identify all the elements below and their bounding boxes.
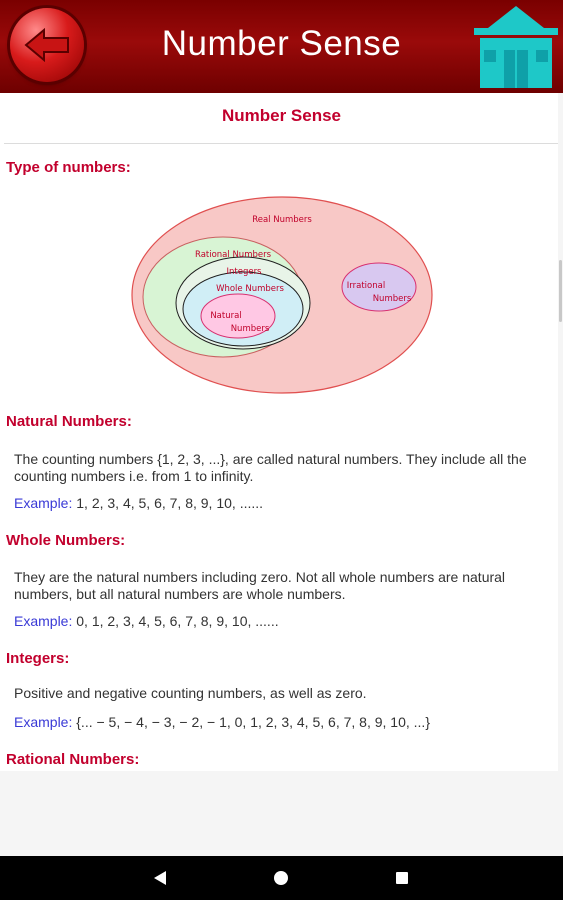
home-button[interactable] (470, 4, 562, 90)
natural-label-line2: Numbers (230, 324, 270, 334)
natural-label-line1: Natural (210, 311, 242, 321)
integers-example (14, 714, 430, 730)
system-navigation-bar (0, 856, 563, 900)
nav-recents-icon[interactable] (394, 870, 410, 886)
example-values: 0, 1, 2, 3, 4, 5, 6, 7, 8, 9, 10, ...... (72, 613, 279, 629)
natural-numbers-heading: Natural Numbers: (6, 413, 132, 430)
real-numbers-label: Real Numbers (252, 215, 312, 225)
number-sets-venn-diagram (130, 195, 435, 395)
example-values: 1, 2, 3, 4, 5, 6, 7, 8, 9, 10, ...... (72, 495, 264, 511)
app-toolbar (0, 0, 563, 93)
home-building-icon (470, 4, 562, 90)
integers-heading: Integers: (6, 650, 70, 667)
example-label: Example: (14, 495, 73, 511)
natural-numbers-description: The counting numbers {1, 2, 3, ...}, are called natural numbers. They include all the counting numbers i.e. from 1 to infinity. (14, 451, 527, 484)
example-label: Example: (14, 714, 73, 730)
natural-numbers-example (14, 495, 263, 511)
rational-numbers-label: Rational Numbers (194, 250, 272, 260)
page-title: Number Sense (221, 106, 342, 125)
irrational-label-line1: Irrational (346, 281, 386, 291)
rational-numbers-heading: Rational Numbers: (6, 751, 140, 768)
irrational-label-line2: Numbers (372, 294, 412, 304)
example-label: Example: (14, 613, 73, 629)
integers-description: Positive and negative counting numbers, as well as zero. (14, 685, 367, 701)
example-values: {... − 5, − 4, − 3, − 2, − 1, 0, 1, 2, 3, 4, 5, 6, 7, 8, 9, 10, ...} (72, 714, 430, 730)
scrollbar[interactable] (559, 260, 562, 322)
nav-back-icon[interactable] (152, 870, 168, 886)
whole-numbers-example (14, 613, 279, 629)
heading-divider (4, 143, 558, 144)
types-heading: Type of numbers: (6, 159, 131, 176)
whole-numbers-description: They are the natural numbers including zero. Not all whole numbers are natural numbers, but all natural numbers are whole numbers. (14, 569, 506, 602)
nav-home-icon[interactable] (273, 870, 289, 886)
content-area[interactable] (0, 93, 558, 771)
app-title: Number Sense (161, 24, 402, 63)
integers-label: Integers (226, 267, 262, 277)
whole-numbers-heading: Whole Numbers: (6, 532, 126, 549)
whole-numbers-label: Whole Numbers (216, 284, 284, 294)
